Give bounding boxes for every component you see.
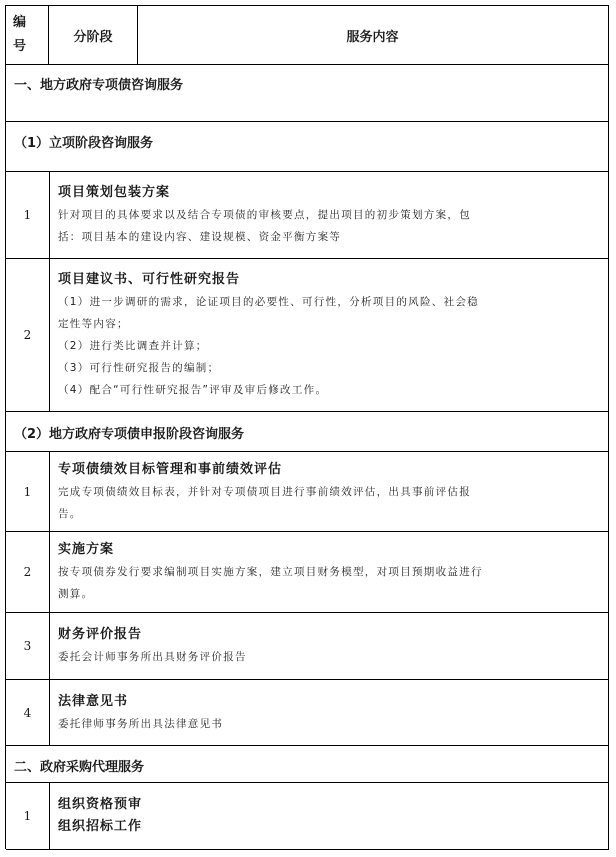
row-title-line: 组织招标工作 [58, 819, 143, 834]
row-desc-line: 定性等内容； [58, 318, 129, 330]
section-row [6, 746, 609, 783]
row-content [58, 259, 600, 411]
header-number-line2: 号 [13, 39, 27, 54]
table-row [6, 259, 609, 412]
row-desc-line: 针对项目的具体要求以及结合专项债的审核要点，提出项目的初步策划方案，包 [58, 209, 471, 221]
row-desc-line: 按专项债券发行要求编制项目实施方案，建立项目财务模型，对项目预期收益进行 [58, 566, 483, 578]
section-row [6, 65, 609, 122]
row-content [58, 613, 600, 679]
row-number: 3 [6, 613, 50, 679]
row-content [58, 680, 600, 745]
row-desc-line: 括：项目基本的建设内容、建设规模、资金平衡方案等 [58, 231, 342, 243]
row-desc-line: 测算。 [58, 588, 94, 600]
table-row [6, 680, 609, 746]
row-desc-line: （1）进一步调研的需求，论证项目的必要性、可行性，分析项目的风险、社会稳 [58, 296, 479, 308]
row-number: 1 [6, 452, 50, 531]
row-desc-line: 委托会计师事务所出具财务评价报告 [58, 651, 247, 663]
row-desc-line: （4）配合“可行性研究报告”评审及审后修改工作。 [58, 384, 328, 396]
row-desc-line: 告。 [58, 507, 82, 520]
table-row [6, 613, 609, 680]
header-stage-cell: 分阶段 [49, 6, 138, 64]
row-content [58, 452, 600, 531]
subsection-title: （2）地方政府专项债申报阶段咨询服务 [14, 427, 245, 442]
row-title: 项目建议书、可行性研究报告 [58, 272, 241, 287]
row-content [58, 783, 600, 849]
table-row [6, 783, 609, 850]
row-title: 项目策划包装方案 [58, 185, 171, 200]
row-number: 1 [6, 783, 50, 849]
subsection-row [6, 412, 609, 452]
row-title: 专项债绩效目标管理和事前绩效评估 [58, 461, 283, 477]
row-number: 2 [6, 532, 50, 612]
row-title: 财务评价报告 [58, 627, 143, 642]
row-title: 法律意见书 [58, 693, 129, 709]
row-content [58, 172, 600, 258]
row-desc-line: （2）进行类比调查并计算； [58, 340, 208, 352]
header-content-cell: 服务内容 [346, 29, 399, 45]
table-row [6, 172, 609, 259]
row-desc-line: 完成专项债绩效目标表，并针对专项债项目进行事前绩效评估，出具事前评估报 [58, 485, 471, 498]
header-number-cell [6, 6, 49, 64]
row-title: 组织资格预审 [58, 797, 143, 812]
row-desc-line: （3）可行性研究报告的编制； [58, 362, 220, 374]
subsection-title: （1）立项阶段咨询服务 [14, 136, 154, 151]
row-number: 4 [6, 680, 50, 745]
table-header-row [6, 6, 609, 65]
table-row [6, 452, 609, 532]
table-row [6, 532, 609, 613]
header-number-line1: 编 [13, 15, 27, 30]
row-number: 2 [6, 259, 50, 411]
service-table [5, 5, 609, 849]
row-number: 1 [6, 172, 50, 258]
row-title: 实施方案 [58, 542, 115, 557]
subsection-row [6, 122, 609, 172]
section-title: 二、政府采购代理服务 [14, 760, 145, 775]
row-content [58, 532, 600, 612]
row-desc-line: 委托律师事务所出具法律意见书 [58, 717, 224, 730]
section-title: 一、地方政府专项债咨询服务 [14, 78, 184, 93]
